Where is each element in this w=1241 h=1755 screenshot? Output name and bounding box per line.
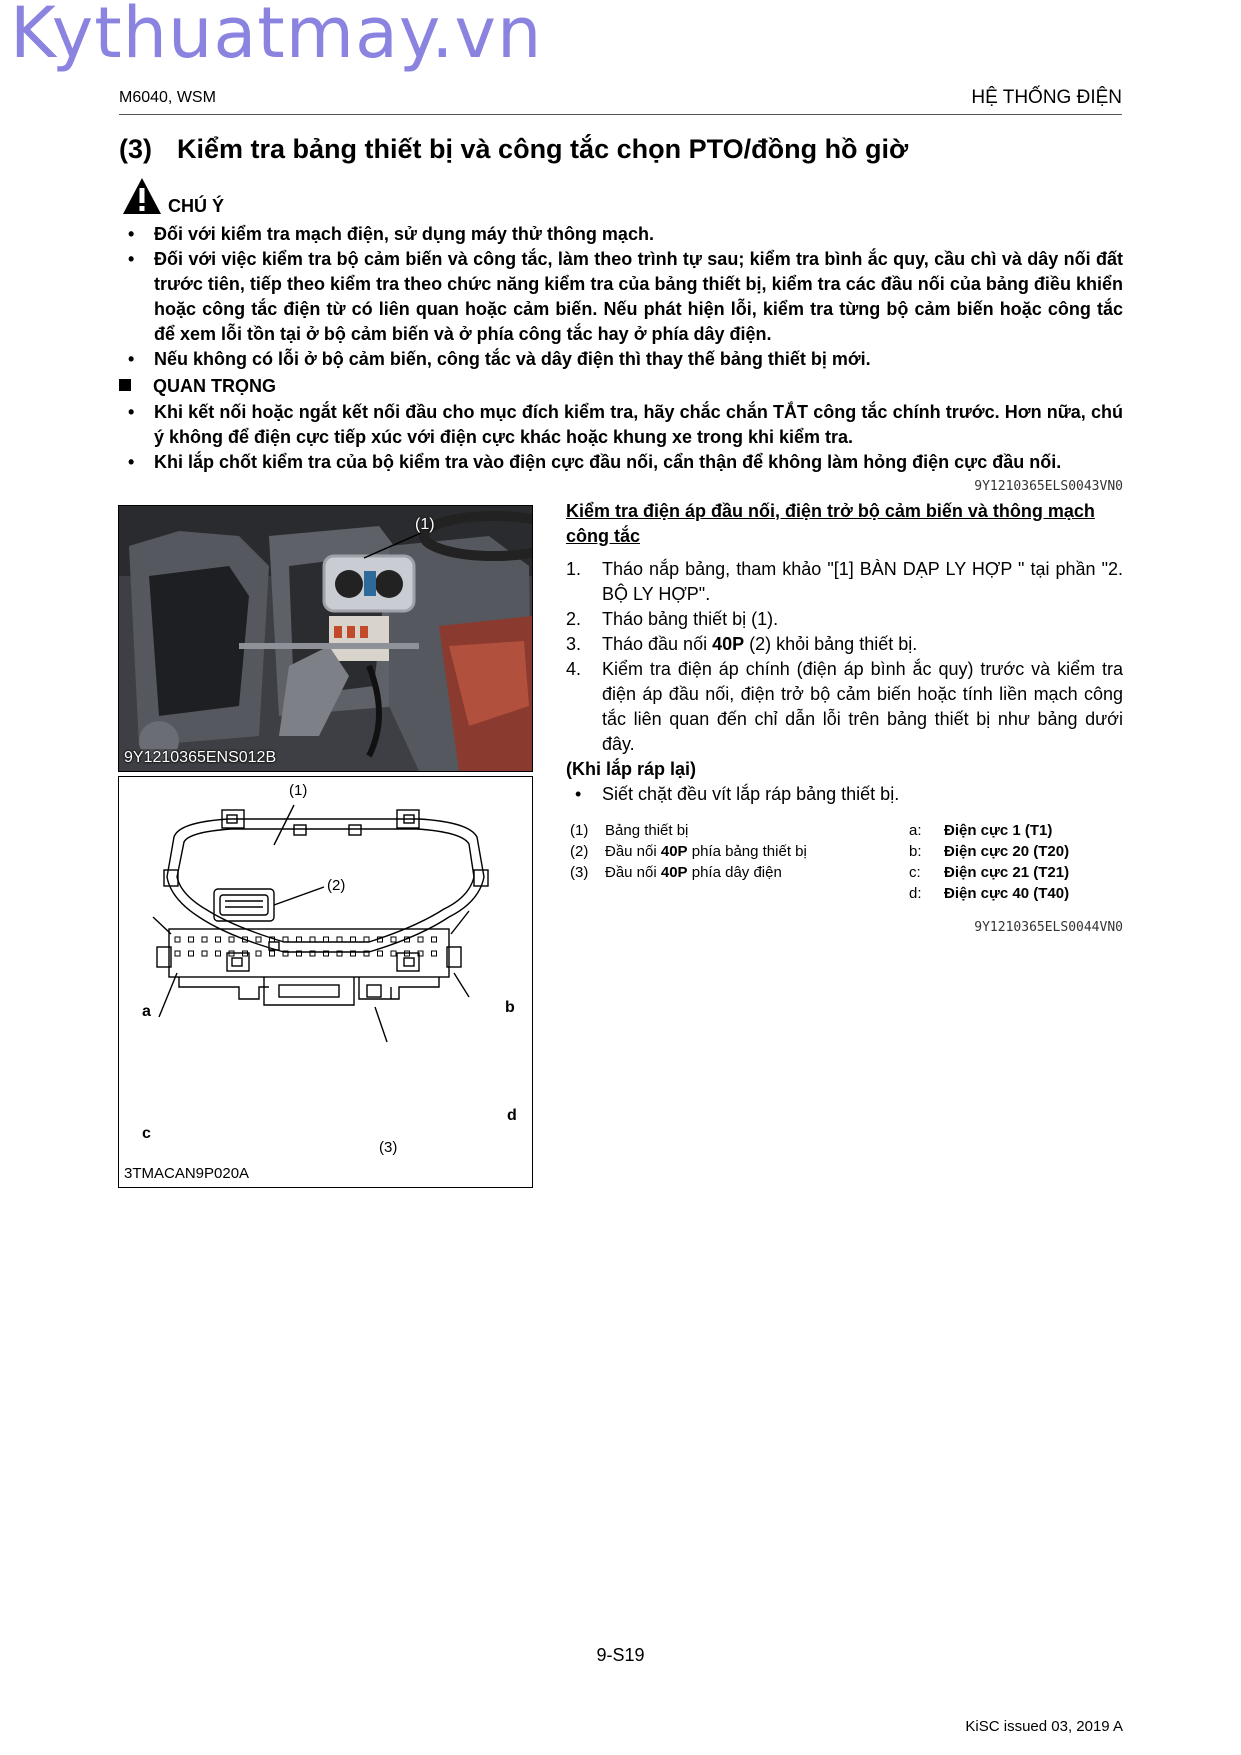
step-text: (2) khỏi bảng thiết bị. xyxy=(744,634,918,654)
step-number: 4. xyxy=(566,659,582,679)
doc-code: 9Y1210365ELS0044VN0 xyxy=(974,920,1123,935)
page-title xyxy=(119,134,908,165)
list-item xyxy=(566,557,1123,607)
step-number: 1. xyxy=(566,559,582,579)
step-text: Tháo nắp bảng, tham khảo "[1] BÀN DẠP LY HỢP " tại phần "2. BỘ LY HỢP". xyxy=(602,559,1123,604)
header-model: M6040, WSM xyxy=(119,89,216,106)
list-item: • Đối với kiểm tra mạch điện, sử dụng máy thử thông mạch. xyxy=(119,222,1123,247)
connector-pin xyxy=(175,951,180,956)
diagram-callout-3: (3) xyxy=(379,1139,398,1156)
connector-pin xyxy=(310,937,315,942)
step-text: Kiểm tra điện áp chính (điện áp bình ắc quy) trước và kiểm tra điện áp đầu nối, điện trở bộ cảm biến hoặc tính liền mạch công tắc liên quan đến chỉ dẫn lỗi trên bảng thiết bị như bảng dưới đây. xyxy=(602,659,1123,754)
legend-row xyxy=(570,841,1069,862)
legend-value: Điện cực 20 (T20) xyxy=(944,843,1070,860)
connector-pin xyxy=(391,951,396,956)
connector-pin xyxy=(175,937,180,942)
step-text: Tháo bảng thiết bị (1). xyxy=(602,609,779,629)
title-number: (3) xyxy=(119,134,152,164)
legend-text: Đầu nối xyxy=(605,864,661,881)
connector-pin xyxy=(202,937,207,942)
connector-pin xyxy=(202,951,207,956)
connector-pin xyxy=(189,951,194,956)
connector-pin xyxy=(391,937,396,942)
reassembly-text: Siết chặt đều vít lắp ráp bảng thiết bị. xyxy=(602,784,900,804)
procedure-steps xyxy=(566,557,1123,757)
connector-pin xyxy=(432,937,437,942)
step-number: 2. xyxy=(566,609,582,629)
legend-key: (2) xyxy=(570,843,589,860)
pin-d-label: d xyxy=(507,1107,517,1124)
list-item xyxy=(566,607,1123,632)
connector-diagram xyxy=(118,776,533,1188)
list-item: • Khi kết nối hoặc ngắt kết nối đầu cho mục đích kiểm tra, hãy chắc chắn TẮT công tắc chính trước. Hơn nữa, chú ý không để điện cực tiếp xúc với điện cực khác hoặc khung xe trong khi kiểm tra. xyxy=(119,400,1123,450)
connector-pin xyxy=(216,951,221,956)
step-text-bold: 40P xyxy=(712,634,745,654)
connector-pin xyxy=(378,951,383,956)
important-heading xyxy=(119,376,276,397)
title-text: Kiểm tra bảng thiết bị và công tắc chọn PTO/đồng hồ giờ xyxy=(177,134,909,164)
caution-label: CHÚ Ý xyxy=(168,196,225,216)
connector-pin xyxy=(351,937,356,942)
connector-pin xyxy=(418,937,423,942)
instrument-panel-photo xyxy=(118,505,533,772)
bullet: • xyxy=(575,784,582,804)
list-item: • Khi lắp chốt kiểm tra của bộ kiểm tra vào điện cực đầu nối, cẩn thận để không làm hỏng điện cực đầu nối. xyxy=(119,450,1123,475)
important-list xyxy=(119,400,1123,475)
issued-note: KiSC issued 03, 2019 A xyxy=(965,1718,1123,1735)
legend-row xyxy=(570,862,1069,883)
legend-text: phía bảng thiết bị xyxy=(687,843,807,860)
legend xyxy=(570,820,1069,904)
legend-text: Đầu nối xyxy=(605,843,661,860)
page-number: 9-S19 xyxy=(596,1645,645,1665)
legend-key: (1) xyxy=(570,822,589,839)
connector-pin xyxy=(229,937,234,942)
list-item: • Đối với việc kiểm tra bộ cảm biến và công tắc, làm theo trình tự sau; kiểm tra bình ắc quy, cầu chì và dây nối đất trước tiên, tiếp theo kiểm tra theo chức năng kiểm tra của bảng thiết bị, kiểm tra các đầu nối của bảng điều khiển hoặc công tắc điện từ có liên quan hoặc cảm biến. Nếu phát hiện lỗi, kiểm tra từng bộ cảm biến hoặc công tắc để xem lỗi tồn tại ở bộ cảm biến và ở phía công tắc hay ở phía dây điện. xyxy=(119,247,1123,347)
procedure-heading: Kiểm tra điện áp đầu nối, điện trở bộ cảm biến và thông mạch công tắc xyxy=(566,501,1095,546)
legend-value xyxy=(605,862,909,883)
step-text: Tháo đầu nối xyxy=(602,634,713,654)
warning-icon xyxy=(121,176,163,221)
square-bullet-icon xyxy=(119,379,131,391)
photo-label: 9Y1210365ENS012B xyxy=(124,749,277,766)
connector-pin xyxy=(297,937,302,942)
list-item xyxy=(566,782,1123,807)
connector-pin xyxy=(256,937,261,942)
important-label: QUAN TRỌNG xyxy=(153,376,276,396)
step-number: 3. xyxy=(566,634,582,654)
legend-text-bold: 40P xyxy=(660,843,688,860)
connector-pin xyxy=(189,937,194,942)
legend-key: a: xyxy=(909,822,922,839)
legend-row xyxy=(570,820,1069,841)
list-item xyxy=(566,657,1123,757)
connector-pin xyxy=(364,937,369,942)
caution-list xyxy=(119,222,1123,372)
legend-value: Điện cực 40 (T40) xyxy=(944,885,1070,902)
doc-code: 9Y1210365ELS0043VN0 xyxy=(974,479,1123,494)
connector-pin xyxy=(216,937,221,942)
legend-value: Điện cực 21 (T21) xyxy=(944,864,1070,881)
legend-row xyxy=(570,883,1069,904)
legend-value xyxy=(605,841,909,862)
legend-text: phía dây điện xyxy=(687,864,782,881)
header-rule xyxy=(119,114,1122,115)
list-item: • Nếu không có lỗi ở bộ cảm biến, công tắc và dây điện thì thay thế bảng thiết bị mới. xyxy=(119,347,1123,372)
photo-callout: (1) xyxy=(415,516,435,533)
connector-pin xyxy=(432,951,437,956)
legend-key: d: xyxy=(909,885,922,902)
diagram-callout-2: (2) xyxy=(327,877,346,894)
connector-pin xyxy=(270,951,275,956)
reassembly-heading: (Khi lắp ráp lại) xyxy=(566,759,697,779)
connector-pin xyxy=(324,937,329,942)
pin-c-label: c xyxy=(142,1125,151,1142)
pin-b-label: b xyxy=(505,999,515,1016)
connector-pin xyxy=(256,951,261,956)
legend-key: b: xyxy=(909,843,922,860)
diagram-label: 3TMACAN9P020A xyxy=(124,1165,250,1182)
watermark: Kythuatmay.vn xyxy=(10,0,543,74)
diagram-callout-1: (1) xyxy=(289,782,308,799)
pin-a-label: a xyxy=(142,1003,151,1020)
legend-key: c: xyxy=(909,864,921,881)
list-item xyxy=(566,632,1123,657)
legend-text: Bảng thiết bị xyxy=(605,822,689,839)
legend-value xyxy=(605,820,909,841)
procedure xyxy=(566,499,1123,807)
header-section: HỆ THỐNG ĐIỆN xyxy=(971,87,1122,108)
connector-pin xyxy=(337,937,342,942)
legend-text-bold: 40P xyxy=(660,864,688,881)
legend-key: (3) xyxy=(570,864,589,881)
legend-value: Điện cực 1 (T1) xyxy=(944,822,1053,839)
